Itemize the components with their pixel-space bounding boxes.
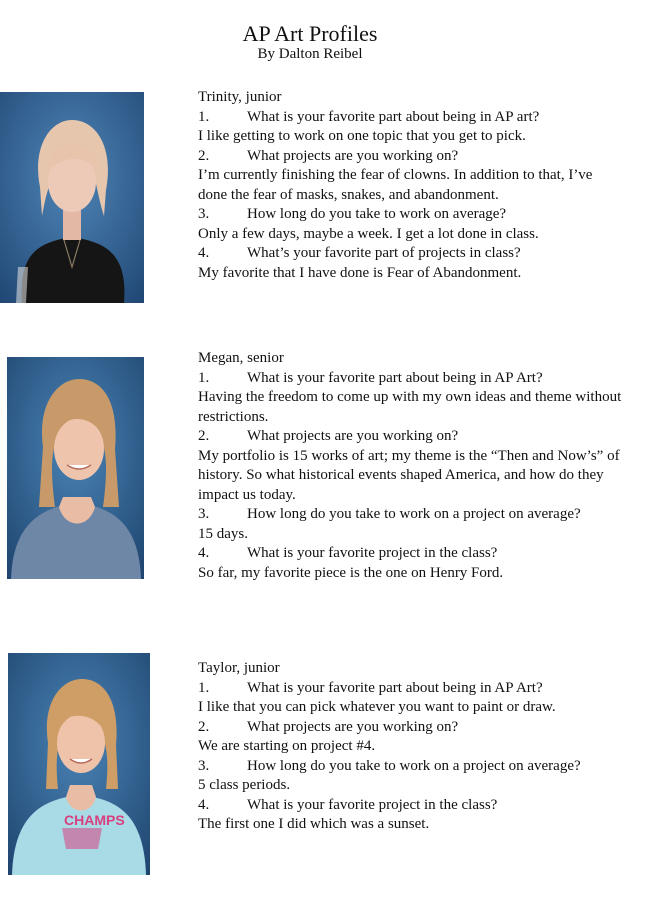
question-text: What’s your favorite part of projects in class? — [247, 245, 521, 261]
question-row: 2. What projects are you working on? — [198, 718, 663, 738]
question-text: What projects are you working on? — [247, 718, 459, 735]
page-title: AP Art Profiles — [242, 21, 378, 46]
question-row: 3. How long do you take to work on a project on average? — [198, 505, 663, 525]
answer-text: done the fear of masks, snakes, and abandonment. — [198, 186, 499, 203]
portrait-photo-megan — [7, 357, 144, 579]
answer-text: I like that you can pick whatever you want to paint or draw. — [198, 699, 556, 715]
question-text: What projects are you working on? — [247, 147, 459, 164]
question-text: What is your favorite project in the class? — [247, 545, 498, 561]
answer-text: 5 class periods. — [198, 777, 291, 793]
question-row: 1. What is your favorite part about being in AP Art? — [198, 679, 663, 699]
answer-text: I’m currently finishing the fear of clowns. In addition to that, I’ve — [198, 167, 593, 183]
question-row: 4. What is your favorite project in the class? — [198, 796, 663, 816]
answer-text: restrictions. — [198, 408, 269, 425]
question-text: What projects are you working on? — [247, 428, 459, 444]
question-text: How long do you take to work on a project on average? — [247, 506, 581, 522]
question-text: What is your favorite part about being in AP art? — [247, 108, 540, 125]
question-text: How long do you take to work on average? — [247, 206, 507, 222]
answer-text: So far, my favorite piece is the one on Henry Ford. — [198, 564, 504, 581]
shirt-lettering: CHAMPS — [64, 812, 125, 828]
question-row: 1. What is your favorite part about being in AP art? — [198, 108, 663, 128]
question-text: How long do you take to work on a project on average? — [247, 757, 581, 774]
answer-text: My portfolio is 15 works of art; my theme is the “Then and Now’s” of — [198, 447, 620, 464]
answer-text: Only a few days, maybe a week. I get a lot done in class. — [198, 225, 539, 242]
question-row: 2. What projects are you working on? — [198, 427, 663, 447]
answer-text: The first one I did which was a sunset. — [198, 816, 430, 832]
answer-text: I like getting to work on one topic that you get to pick. — [198, 128, 526, 144]
question-text: What is your favorite part about being in AP Art? — [247, 369, 543, 386]
profile-name: Megan, senior — [198, 350, 284, 366]
profile-taylor — [198, 659, 663, 835]
question-row: 4. What is your favorite project in the class? — [198, 544, 663, 564]
byline: By Dalton Reibel — [257, 46, 363, 62]
answer-text: history. So what historical events shaped America, and how do they — [198, 467, 604, 483]
question-row: 2. What projects are you working on? — [198, 147, 663, 167]
answer-text: Having the freedom to come up with my own ideas and theme without — [198, 389, 622, 405]
profile-name: Trinity, junior — [198, 89, 282, 105]
question-row: 1. What is your favorite part about being in AP Art? — [198, 369, 663, 389]
question-row: 3. How long do you take to work on a project on average? — [198, 757, 663, 777]
portrait-photo-trinity — [0, 92, 144, 303]
question-text: What is your favorite part about being in AP Art? — [247, 679, 543, 696]
portrait-photo-taylor — [8, 653, 150, 875]
profile-megan — [198, 349, 663, 583]
profile-name: Taylor, junior — [198, 660, 280, 676]
question-row: 3. How long do you take to work on average? — [198, 205, 663, 225]
profile-trinity — [198, 88, 663, 283]
answer-text: My favorite that I have done is Fear of Abandonment. — [198, 264, 522, 281]
answer-text: We are starting on project #4. — [198, 738, 376, 754]
answer-text: 15 days. — [198, 525, 248, 542]
answer-text: impact us today. — [198, 486, 296, 503]
question-row: 4. What’s your favorite part of projects in class? — [198, 244, 663, 264]
question-text: What is your favorite project in the class? — [247, 796, 498, 813]
